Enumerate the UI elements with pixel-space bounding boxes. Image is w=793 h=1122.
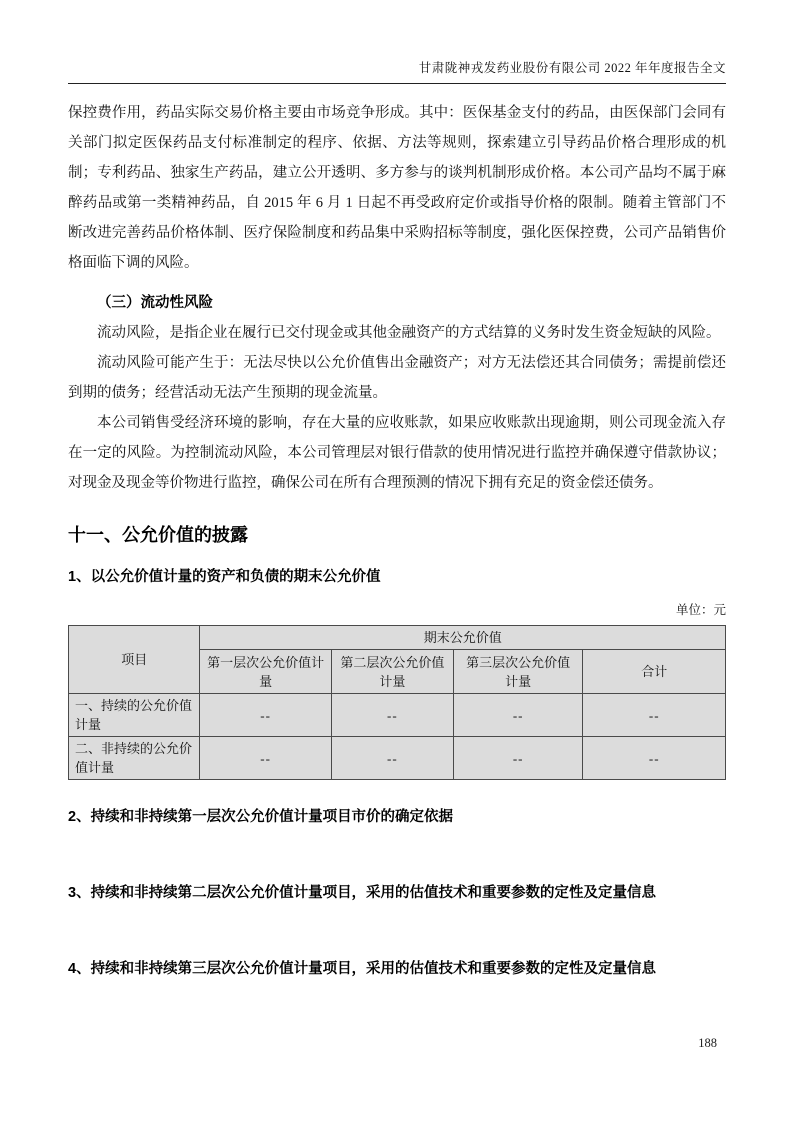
table-header-group: 期末公允价值 <box>200 626 726 650</box>
table-row-label: 二、非持续的公允价值计量 <box>69 737 200 780</box>
paragraph-liquidity-sources: 流动风险可能产生于：无法尽快以公允价值售出金融资产；对方无法偿还其合同债务；需提前偿还到期的债务；经营活动无法产生预期的现金流量。 <box>68 355 726 401</box>
heading-item-4: 4、持续和非持续第三层次公允价值计量项目，采用的估值技术和重要参数的定性及定量信息 <box>68 961 657 977</box>
section-title-fair-value: 十一、公允价值的披露 <box>68 525 248 545</box>
page-number: 188 <box>698 1036 717 1050</box>
table-group-header-row <box>69 626 726 650</box>
paragraph-price-risk: 保控费作用，药品实际交易价格主要由市场竞争形成。其中：医保基金支付的药品，由医保部门会同有关部门拟定医保药品支付标准制定的程序、依据、方法等规则，探索建立引导药品价格合理形成的机制；专利药品、独家生产药品，建立公开透明、多方参与的谈判机制形成价格。本公司产品均不属于麻醉药品或第一类精神药品，自 2015 年 6 月 1 日起不再受政府定价或指导价格的限制。随着主管部门不断改进完善药品价格体制、医疗保险制度和药品集中采购招标等制度，强化医保控费，公司产品销售价格面临下调的风险。 <box>68 105 726 271</box>
table-header-level1: 第一层次公允价值计量 <box>200 650 331 694</box>
paragraph-liquidity-definition: 流动风险，是指企业在履行已交付现金或其他金融资产的方式结算的义务时发生资金短缺的风险。 <box>97 325 721 341</box>
heading-item-2: 2、持续和非持续第一层次公允价值计量项目市价的确定依据 <box>68 809 454 825</box>
unit-label: 单位：元 <box>675 603 726 617</box>
page-content <box>68 92 726 980</box>
table-header-level2: 第二层次公允价值计量 <box>331 650 453 694</box>
paragraph-liquidity-control: 本公司销售受经济环境的影响，存在大量的应收账款，如果应收账款出现逾期，则公司现金流入存在一定的风险。为控制流动风险，本公司管理层对银行借款的使用情况进行监控并确保遵守借款协议；对现金及现金等价物进行监控，确保公司在所有合理预测的情况下拥有充足的资金偿还债务。 <box>68 415 726 491</box>
table-cell-value: -- <box>331 737 453 780</box>
table-row <box>69 737 726 780</box>
heading-liquidity-risk: （三）流动性风险 <box>97 295 213 311</box>
table-cell-value: -- <box>583 737 726 780</box>
report-header: 甘肃陇神戎发药业股份有限公司 2022 年年度报告全文 <box>68 58 726 84</box>
heading-item-3: 3、持续和非持续第二层次公允价值计量项目，采用的估值技术和重要参数的定性及定量信息 <box>68 885 657 901</box>
table-cell-value: -- <box>453 737 582 780</box>
table-cell-value: -- <box>331 694 453 737</box>
table-cell-value: -- <box>583 694 726 737</box>
table-row-label: 一、持续的公允价值计量 <box>69 694 200 737</box>
table-cell-value: -- <box>200 737 331 780</box>
table-header-total: 合计 <box>583 650 726 694</box>
fair-value-table <box>68 625 726 780</box>
table-cell-value: -- <box>200 694 331 737</box>
table-row <box>69 694 726 737</box>
table-cell-value: -- <box>453 694 582 737</box>
heading-item-1: 1、以公允价值计量的资产和负债的期末公允价值 <box>68 569 381 585</box>
table-header-level3: 第三层次公允价值计量 <box>453 650 582 694</box>
table-header-item: 项目 <box>69 626 200 694</box>
